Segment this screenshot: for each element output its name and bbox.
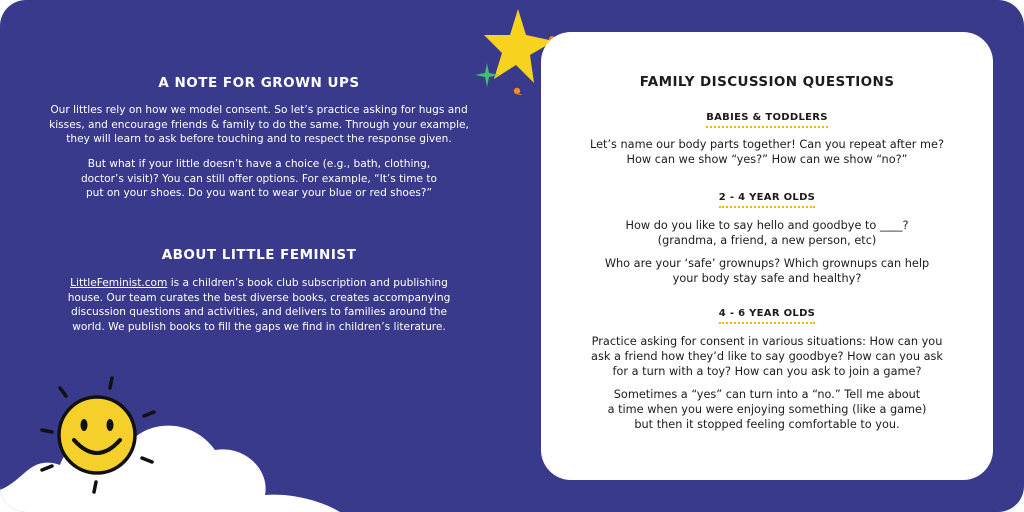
little-feminist-link[interactable]: LittleFeminist.com bbox=[70, 277, 168, 289]
text-line: doctor’s visit)? You can still offer options. For example, “It’s time to bbox=[80, 172, 438, 185]
text-line: Our littles rely on how we model consent. So let’s practice asking for hugs and bbox=[50, 104, 468, 116]
note-for-grown-ups-title: A NOTE FOR GROWN UPS bbox=[158, 75, 360, 91]
section-heading-2-4-year-olds: 2 - 4 YEAR OLDS bbox=[541, 192, 993, 208]
section-heading-babies-toddlers: BABIES & TODDLERS bbox=[541, 112, 993, 128]
text-line: put on your shoes. Do you want to wear your blue or red shoes?” bbox=[85, 187, 433, 200]
section-heading-4-6-year-olds: 4 - 6 YEAR OLDS bbox=[541, 308, 993, 324]
text-line: they will learn to ask before touching and to respect the response given. bbox=[66, 133, 452, 146]
note-paragraph-2 bbox=[30, 157, 488, 201]
question-paragraph: Sometimes a “yes” can turn into a “no.” Tell me about a time when you were enjoying something (like a game) but then it stopped feeling comfortable to you. bbox=[607, 388, 927, 431]
family-discussion-title: FAMILY DISCUSSION QUESTIONS bbox=[639, 74, 895, 90]
note-paragraph-1 bbox=[30, 103, 488, 147]
about-paragraph bbox=[30, 276, 488, 334]
text-line: is a children’s book club subscription and publishing bbox=[167, 277, 448, 289]
sun-icon bbox=[30, 370, 170, 505]
text-line: kisses, and encourage friends & family to do the same. Through your example, bbox=[49, 118, 469, 131]
question-paragraph: How do you like to say hello and goodbye to ____? (grandma, a friend, a new person, etc) bbox=[625, 219, 909, 247]
sparkle-dot-icon bbox=[512, 86, 522, 96]
question-paragraph: Practice asking for consent in various situations: How can you ask a friend how they’d like to say goodbye? How can you ask for a turn with a toy? How can you ask to join a game? bbox=[591, 335, 943, 378]
question-paragraph: Let’s name our body parts together! Can you repeat after me? How can we show “yes?” How can we show “no?” bbox=[589, 138, 944, 166]
sparkle-icon bbox=[474, 62, 500, 88]
question-paragraph: Who are your ‘safe’ grownups? Which grownups can help your body stay safe and healthy? bbox=[604, 257, 930, 285]
discussion-questions-card bbox=[541, 32, 993, 480]
text-line: discussion questions and activities, and delivers to families around the bbox=[71, 306, 447, 319]
text-line: But what if your little doesn’t have a choice (e.g., bath, clothing, bbox=[87, 158, 431, 170]
about-little-feminist-title: ABOUT LITTLE FEMINIST bbox=[161, 247, 357, 263]
text-line: world. We publish books to fill the gaps we find in children’s literature. bbox=[72, 320, 446, 333]
text-line: house. Our team curates the best diverse books, creates accompanying bbox=[67, 291, 451, 304]
